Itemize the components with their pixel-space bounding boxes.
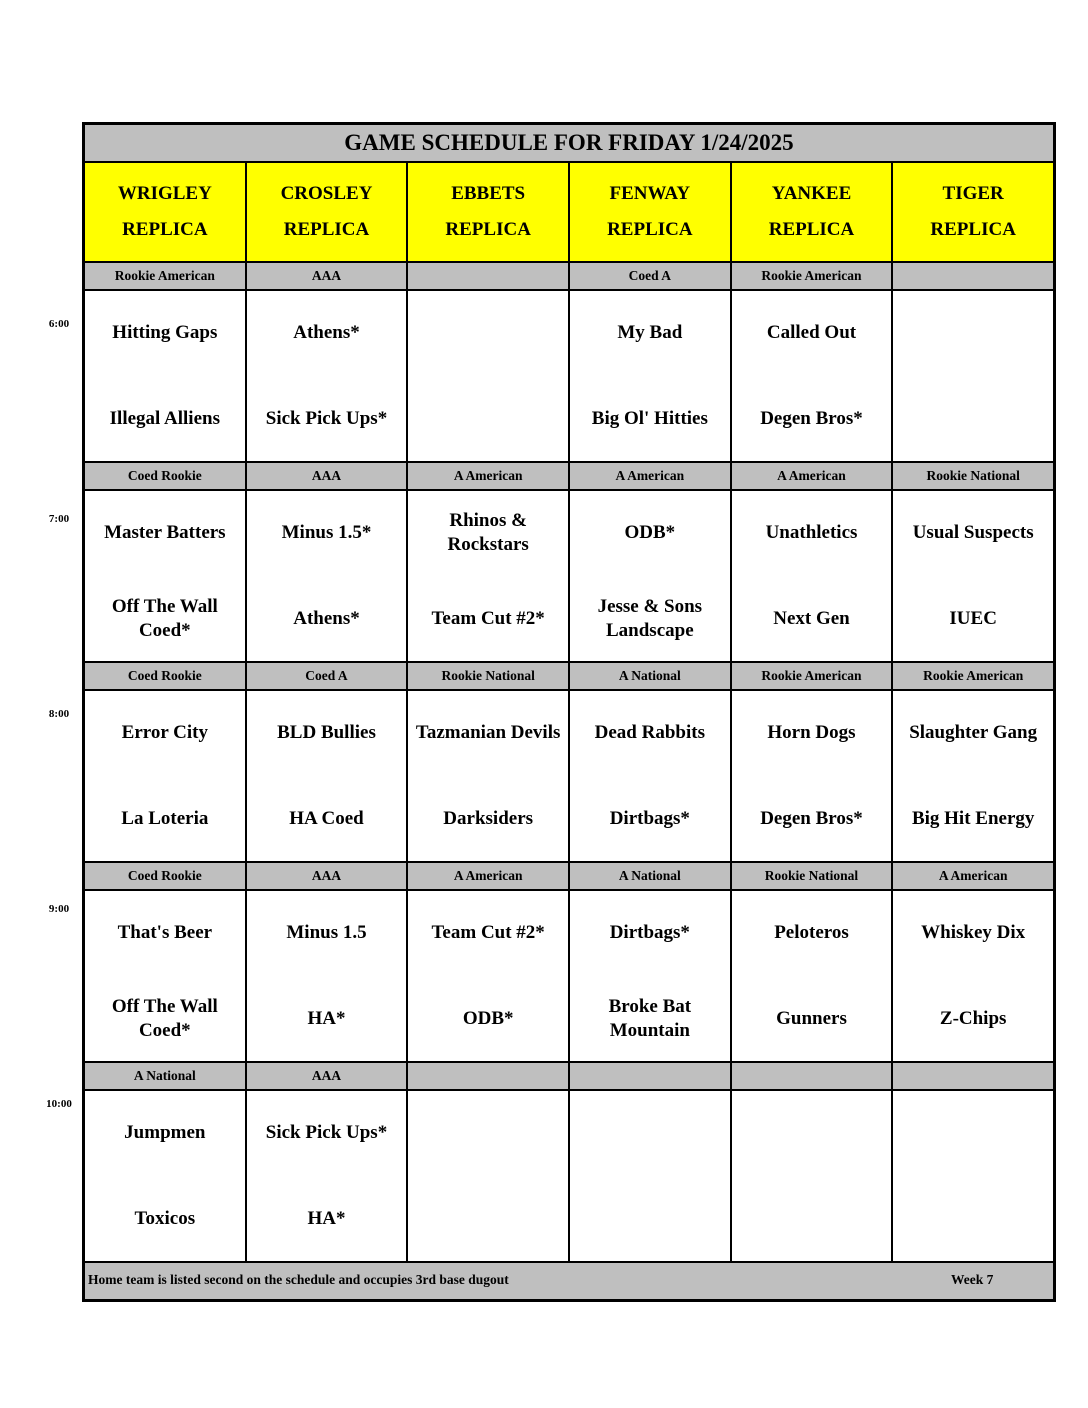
venue-header: [893, 163, 1053, 261]
home-team: Off The Wall Coed*: [111, 996, 218, 1041]
home-team: HA*: [307, 1208, 346, 1229]
game-cell: [732, 291, 892, 461]
venue-name: CROSLEY: [280, 183, 373, 204]
venue-header: [408, 163, 568, 261]
game-cell: [408, 891, 568, 1061]
division-label: Coed Rookie: [85, 863, 245, 889]
home-team: Sick Pick Ups*: [265, 408, 388, 429]
division-label: [570, 1063, 730, 1089]
division-label: [893, 1063, 1053, 1089]
division-label: Coed A: [247, 663, 407, 689]
venue-header: [247, 163, 407, 261]
division-label: Coed Rookie: [85, 463, 245, 489]
division-label: A National: [570, 663, 730, 689]
time-label: 10:00: [46, 1098, 72, 1110]
division-label: A American: [570, 463, 730, 489]
home-team: Illegal Alliens: [109, 408, 220, 429]
away-team: Dirtbags*: [609, 922, 690, 943]
game-cell: [85, 691, 245, 861]
division-label: Rookie National: [893, 463, 1053, 489]
division-label: [408, 263, 568, 289]
home-team: La Loteria: [121, 808, 209, 829]
away-team: Rhinos & Rockstars: [447, 510, 529, 555]
away-team: My Bad: [617, 322, 683, 343]
venue-name: YANKEE: [771, 183, 852, 204]
away-team: Called Out: [766, 322, 857, 343]
division-label: A American: [408, 463, 568, 489]
game-cell: [247, 291, 407, 461]
home-team: Degen Bros*: [760, 408, 863, 429]
venue-name: EBBETS: [451, 183, 526, 204]
away-team: Tazmanian Devils: [415, 722, 561, 743]
game-cell: [247, 691, 407, 861]
home-team: Next Gen: [773, 608, 850, 629]
game-cell: [247, 491, 407, 661]
division-label: Rookie American: [732, 663, 892, 689]
division-label: Rookie American: [732, 263, 892, 289]
division-label: Coed Rookie: [85, 663, 245, 689]
game-cell: [247, 1091, 407, 1261]
game-cell: [570, 691, 730, 861]
game-cell: [570, 291, 730, 461]
home-team: Big Ol' Hitties: [591, 408, 708, 429]
division-label: [408, 1063, 568, 1089]
away-team: Horn Dogs: [767, 722, 856, 743]
home-team: Athens*: [293, 608, 360, 629]
away-team: Peloteros: [774, 922, 849, 943]
home-team: HA*: [307, 1008, 346, 1029]
schedule-table: [82, 122, 1056, 1302]
division-label: Rookie American: [893, 663, 1053, 689]
game-cell: [570, 1091, 730, 1261]
time-label: 7:00: [48, 513, 70, 525]
home-team: Broke Bat Mountain: [608, 996, 692, 1041]
home-team: ODB*: [462, 1008, 514, 1029]
away-team: Usual Suspects: [912, 522, 1034, 543]
game-cell: [247, 891, 407, 1061]
game-cell: [893, 891, 1053, 1061]
division-label: [893, 263, 1053, 289]
division-label: AAA: [247, 263, 407, 289]
game-cell: [570, 891, 730, 1061]
division-label: A National: [570, 863, 730, 889]
game-cell: [85, 891, 245, 1061]
venue-name: TIGER: [942, 183, 1004, 204]
division-label: A American: [408, 863, 568, 889]
schedule-footer: [85, 1263, 1053, 1299]
away-team: Minus 1.5: [286, 922, 367, 943]
venue-header: [85, 163, 245, 261]
game-cell: [85, 291, 245, 461]
home-team: Z-Chips: [939, 1008, 1007, 1029]
home-team: Toxicos: [134, 1208, 196, 1229]
game-cell: [408, 1091, 568, 1261]
game-cell: [732, 691, 892, 861]
home-team: Jesse & Sons Landscape: [597, 596, 703, 641]
home-team: HA Coed: [289, 808, 364, 829]
venue-subtitle: REPLICA: [768, 219, 855, 240]
home-team: IUEC: [949, 608, 997, 629]
division-label: Coed A: [570, 263, 730, 289]
game-cell: [893, 291, 1053, 461]
week-label: Week 7: [951, 1272, 994, 1287]
game-cell: [85, 1091, 245, 1261]
away-team: Sick Pick Ups*: [265, 1122, 388, 1143]
game-cell: [85, 491, 245, 661]
venue-subtitle: REPLICA: [930, 219, 1016, 240]
game-cell: [732, 491, 892, 661]
venue-subtitle: REPLICA: [122, 219, 208, 240]
division-label: AAA: [247, 463, 407, 489]
away-team: Error City: [121, 722, 209, 743]
away-team: Jumpmen: [124, 1122, 206, 1143]
division-label: Rookie National: [732, 863, 892, 889]
venue-subtitle: REPLICA: [283, 219, 370, 240]
away-team: That's Beer: [117, 922, 213, 943]
home-team: Team Cut #2*: [431, 608, 545, 629]
away-team: Minus 1.5*: [281, 522, 372, 543]
footer-note: Home team is listed second on the schedule and occupies 3rd base dugout: [88, 1272, 509, 1287]
game-cell: [893, 491, 1053, 661]
game-cell: [570, 491, 730, 661]
time-label: 6:00: [48, 318, 70, 330]
venue-header: [732, 163, 892, 261]
division-label: A American: [893, 863, 1053, 889]
division-label: AAA: [247, 1063, 407, 1089]
game-cell: [408, 291, 568, 461]
away-team: Slaughter Gang: [909, 722, 1038, 743]
away-team: Unathletics: [765, 522, 858, 543]
time-label: 8:00: [48, 708, 70, 720]
game-cell: [732, 891, 892, 1061]
home-team: Dirtbags*: [609, 808, 690, 829]
home-team: Gunners: [776, 1008, 847, 1029]
time-label: 9:00: [48, 903, 70, 915]
home-team: Darksiders: [443, 808, 534, 829]
division-label: A American: [732, 463, 892, 489]
division-label: A National: [85, 1063, 245, 1089]
home-team: Off The Wall Coed*: [111, 596, 218, 641]
away-team: ODB*: [624, 522, 676, 543]
away-team: Master Batters: [104, 522, 226, 543]
game-cell: [408, 491, 568, 661]
division-label: Rookie American: [85, 263, 245, 289]
away-team: Whiskey Dix: [921, 922, 1026, 943]
game-cell: [408, 691, 568, 861]
game-cell: [893, 691, 1053, 861]
away-team: Athens*: [293, 322, 360, 343]
division-label: AAA: [247, 863, 407, 889]
away-team: Hitting Gaps: [112, 322, 218, 343]
division-label: Rookie National: [408, 663, 568, 689]
venue-header: [570, 163, 730, 261]
home-team: Degen Bros*: [760, 808, 863, 829]
away-team: Team Cut #2*: [431, 922, 545, 943]
game-cell: [732, 1091, 892, 1261]
venue-name: WRIGLEY: [117, 183, 212, 204]
schedule-title: GAME SCHEDULE FOR FRIDAY 1/24/2025: [85, 125, 1053, 161]
venue-subtitle: REPLICA: [445, 219, 531, 240]
venue-name: FENWAY: [609, 183, 691, 204]
game-cell: [893, 1091, 1053, 1261]
away-team: BLD Bullies: [277, 722, 376, 743]
venue-subtitle: REPLICA: [607, 219, 693, 240]
away-team: Dead Rabbits: [594, 722, 705, 743]
division-label: [732, 1063, 892, 1089]
home-team: Big Hit Energy: [911, 808, 1035, 829]
